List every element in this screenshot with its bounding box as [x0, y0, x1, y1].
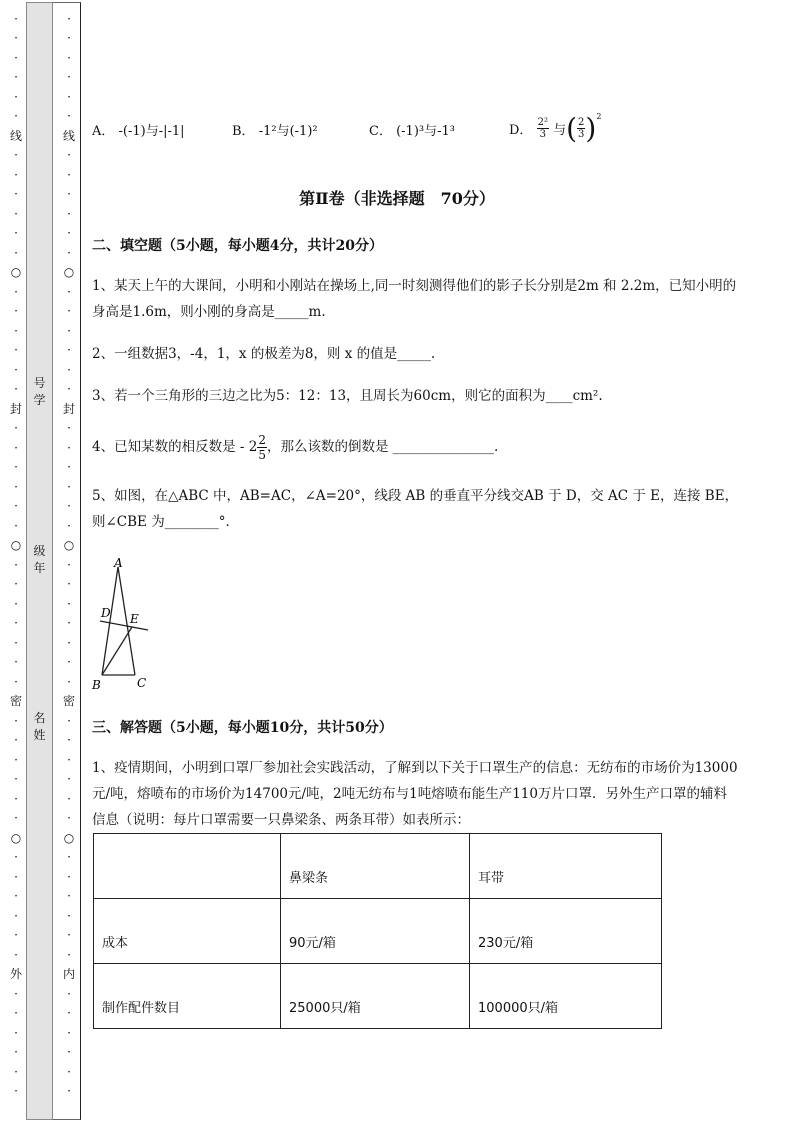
- margin-dot: ·: [14, 635, 18, 650]
- table-header-row: [94, 834, 662, 899]
- margin-label: 内: [62, 967, 75, 981]
- margin-dot: ·: [14, 791, 18, 806]
- margin-dot: ·: [67, 752, 71, 767]
- margin-dot: ·: [14, 811, 18, 825]
- margin-dot: ·: [67, 323, 71, 338]
- vertex-c: C: [137, 676, 147, 690]
- margin-dot: ·: [67, 1084, 71, 1098]
- margin-dot: ·: [67, 713, 71, 728]
- margin-dot: ·: [14, 11, 18, 26]
- margin-dot: ·: [14, 187, 18, 201]
- fraction: $\frac{2}{5}$: [258, 433, 266, 462]
- margin-dot: ·: [14, 284, 18, 299]
- margin-dot: ·: [14, 499, 18, 513]
- margin-dot: ·: [67, 226, 71, 240]
- margin-dot: ·: [67, 109, 71, 123]
- margin-dot: ·: [67, 421, 71, 435]
- margin-circle: ○: [63, 265, 75, 279]
- margin-dot: ·: [67, 986, 71, 1001]
- student-id-label: 号 学: [33, 376, 46, 407]
- margin-dot: ·: [67, 908, 71, 923]
- margin-dot: ·: [14, 1064, 18, 1079]
- choice-a: A． -(-1)与-|-1|: [92, 124, 185, 139]
- fill-question-3: 3、若一个三角形的三边之比为5：12：13，且周长为60cm，则它的面积为____cm².: [92, 388, 603, 404]
- margin-dot: ·: [14, 109, 18, 123]
- margin-dot: ·: [14, 1084, 18, 1098]
- margin-dot: ·: [14, 148, 18, 162]
- name-label: 名 姓: [33, 711, 46, 742]
- margin-dot: ·: [14, 1006, 18, 1020]
- margin-dot: ·: [14, 616, 18, 630]
- margin-dot: ·: [14, 986, 18, 1001]
- table-header-cell: [94, 834, 281, 899]
- margin-dot: ·: [14, 382, 18, 396]
- margin-circle: ○: [63, 538, 75, 552]
- point-e: E: [130, 612, 139, 626]
- margin-dot: ·: [14, 674, 18, 689]
- margin-dot: ·: [67, 499, 71, 513]
- margin-dot: ·: [67, 89, 71, 104]
- margin-label: 密: [62, 694, 75, 708]
- margin-dot: ·: [14, 869, 18, 884]
- margin-label: 外: [9, 967, 22, 981]
- fill-question-1: 1、某天上午的大课间，小明和小刚站在操场上,同一时刻测得他们的影子长分别是2m 和 2.2m，已知小明的身高是1.6m，则小刚的身高是_____m.: [92, 278, 737, 320]
- margin-dot: ·: [67, 382, 71, 396]
- margin-dot: ·: [67, 596, 71, 611]
- margin-dot: ·: [67, 70, 71, 84]
- margin-dot: ·: [67, 245, 71, 260]
- fill-question-2: 2、一组数据3，-4，1，x 的极差为8，则 x 的值是_____.: [92, 346, 436, 362]
- margin-dot: ·: [67, 460, 71, 474]
- margin-dot: ·: [14, 167, 18, 182]
- table-row: [94, 964, 662, 1029]
- table-cell: 25000只/箱: [281, 964, 470, 1029]
- outer-dotted-line: [8, 0, 24, 1123]
- choice-d: D． $\frac{\text{2²}}{3}$ 与( $\frac{2}{3})^2$: [509, 112, 602, 145]
- margin-dot: ·: [14, 908, 18, 923]
- fraction: $\frac{\text{2²}}{3}$: [537, 117, 548, 140]
- margin-dot: ·: [67, 811, 71, 825]
- margin-label: 密: [9, 694, 22, 708]
- point-d: D: [101, 606, 111, 620]
- fill-question-5: 5、如图，在△ABC 中，AB=AC，∠A=20°，线段 AB 的垂直平分线交AB 于 D，交 AC 于 E，连接 BE，则∠CBE 为________°．: [92, 488, 739, 530]
- margin-dot: ·: [67, 791, 71, 806]
- margin-dot: ·: [67, 343, 71, 357]
- margin-dot: ·: [67, 655, 71, 669]
- margin-label: 封: [62, 401, 75, 416]
- margin-dot: ·: [14, 323, 18, 338]
- fraction: $\frac{2}{3}$: [578, 117, 585, 140]
- margin-circle: ○: [10, 830, 22, 845]
- margin-dot: ·: [67, 284, 71, 299]
- vertex-b: B: [92, 678, 101, 692]
- accessory-table: [93, 833, 662, 1029]
- part3-heading: 三、解答题（5小题，每小题10分，共计50分）: [92, 720, 393, 736]
- margin-dot: ·: [14, 31, 18, 45]
- margin-dot: ·: [14, 752, 18, 767]
- margin-dot: ·: [14, 245, 18, 260]
- table-cell: 90元/箱: [281, 899, 470, 964]
- table-cell: 230元/箱: [470, 899, 662, 964]
- margin-dot: ·: [67, 304, 71, 318]
- margin-dot: ·: [14, 50, 18, 65]
- margin-dot: ·: [14, 421, 18, 435]
- margin-dot: ·: [67, 187, 71, 201]
- grade-label: 级 年: [33, 544, 46, 575]
- margin-dot: ·: [67, 440, 71, 455]
- triangle-figure: [88, 555, 158, 695]
- margin-dot: ·: [67, 850, 71, 864]
- margin-dot: ·: [67, 869, 71, 884]
- margin-circle: ○: [10, 538, 22, 552]
- margin-label: 线: [62, 128, 75, 143]
- table-row: [94, 899, 662, 964]
- margin-dot: ·: [67, 479, 71, 494]
- margin-dot: ·: [67, 1025, 71, 1040]
- margin-label: 线: [9, 128, 22, 143]
- margin-dot: ·: [14, 460, 18, 474]
- margin-dot: ·: [14, 947, 18, 962]
- table-header-cell: 鼻梁条: [281, 834, 470, 899]
- table-cell: 成本: [94, 899, 281, 964]
- section-title: 第Ⅱ卷（非选择题 70分）: [299, 189, 495, 208]
- margin-dot: ·: [14, 596, 18, 611]
- margin-dot: ·: [67, 518, 71, 533]
- choice-b: B． -1²与(-1)²: [232, 124, 318, 139]
- margin-dot: ·: [14, 226, 18, 240]
- margin-dot: ·: [67, 889, 71, 903]
- perpendicular-bisector: [100, 621, 148, 630]
- margin-label: 封: [9, 401, 22, 416]
- fill-question-4: 4、已知某数的相反数是 - 2 $\frac{2}{5}$，那么该数的倒数是 _______________.: [92, 433, 499, 462]
- solve-question-1: 1、疫情期间，小明到口罩厂参加社会实践活动，了解到以下关于口罩生产的信息：无纺布的市场价为13000元/吨，熔喷布的市场价为14700元/吨，2吨无纺布与1吨熔喷布能生产110万片口罩．另外生产口罩的辅料信息（说明：每片口罩需要一只鼻梁条、两条耳带）如表所示：: [92, 760, 738, 828]
- margin-dot: ·: [67, 362, 71, 377]
- margin-circle: ○: [63, 830, 75, 845]
- margin-dot: ·: [14, 928, 18, 942]
- margin-dot: ·: [14, 733, 18, 747]
- margin-dot: ·: [67, 557, 71, 572]
- side-ab: [102, 567, 118, 675]
- margin-dot: ·: [67, 1006, 71, 1020]
- margin-dot: ·: [67, 1064, 71, 1079]
- table-header-cell: 耳带: [470, 834, 662, 899]
- margin-dot: ·: [67, 31, 71, 45]
- margin-dot: ·: [14, 655, 18, 669]
- margin-dot: ·: [14, 440, 18, 455]
- margin-dot: ·: [14, 206, 18, 221]
- margin-dot: ·: [67, 928, 71, 942]
- vertex-a: A: [114, 556, 123, 570]
- margin-dot: ·: [14, 518, 18, 533]
- margin-dot: ·: [67, 206, 71, 221]
- margin-dot: ·: [14, 850, 18, 864]
- margin-dot: ·: [14, 772, 18, 786]
- margin-dot: ·: [14, 713, 18, 728]
- margin-dot: ·: [67, 50, 71, 65]
- margin-dot: ·: [14, 70, 18, 84]
- margin-dot: ·: [14, 1025, 18, 1040]
- margin-dot: ·: [67, 616, 71, 630]
- segment-be: [102, 627, 132, 675]
- margin-dot: ·: [14, 304, 18, 318]
- margin-dot: ·: [14, 362, 18, 377]
- inner-dotted-line: [61, 0, 77, 1123]
- margin-dot: ·: [67, 577, 71, 591]
- margin-dot: ·: [14, 1045, 18, 1059]
- margin-dot: ·: [14, 343, 18, 357]
- margin-dot: ·: [14, 89, 18, 104]
- margin-dot: ·: [14, 557, 18, 572]
- margin-dot: ·: [67, 1045, 71, 1059]
- choice-row: [92, 112, 732, 152]
- table-cell: 100000只/箱: [470, 964, 662, 1029]
- table-cell: 制作配件数目: [94, 964, 281, 1029]
- margin-dot: ·: [67, 772, 71, 786]
- margin-dot: ·: [67, 148, 71, 162]
- choice-c: C． (-1)³与-1³: [369, 124, 456, 139]
- margin-dot: ·: [67, 733, 71, 747]
- margin-dot: ·: [67, 947, 71, 962]
- margin-dot: ·: [67, 635, 71, 650]
- margin-dot: ·: [14, 889, 18, 903]
- margin-dot: ·: [14, 577, 18, 591]
- margin-circle: ○: [10, 265, 22, 279]
- margin-dot: ·: [67, 11, 71, 26]
- margin-dot: ·: [67, 674, 71, 689]
- margin-dot: ·: [67, 167, 71, 182]
- margin-dot: ·: [14, 479, 18, 494]
- part2-heading: 二、填空题（5小题，每小题4分，共计20分）: [92, 238, 383, 254]
